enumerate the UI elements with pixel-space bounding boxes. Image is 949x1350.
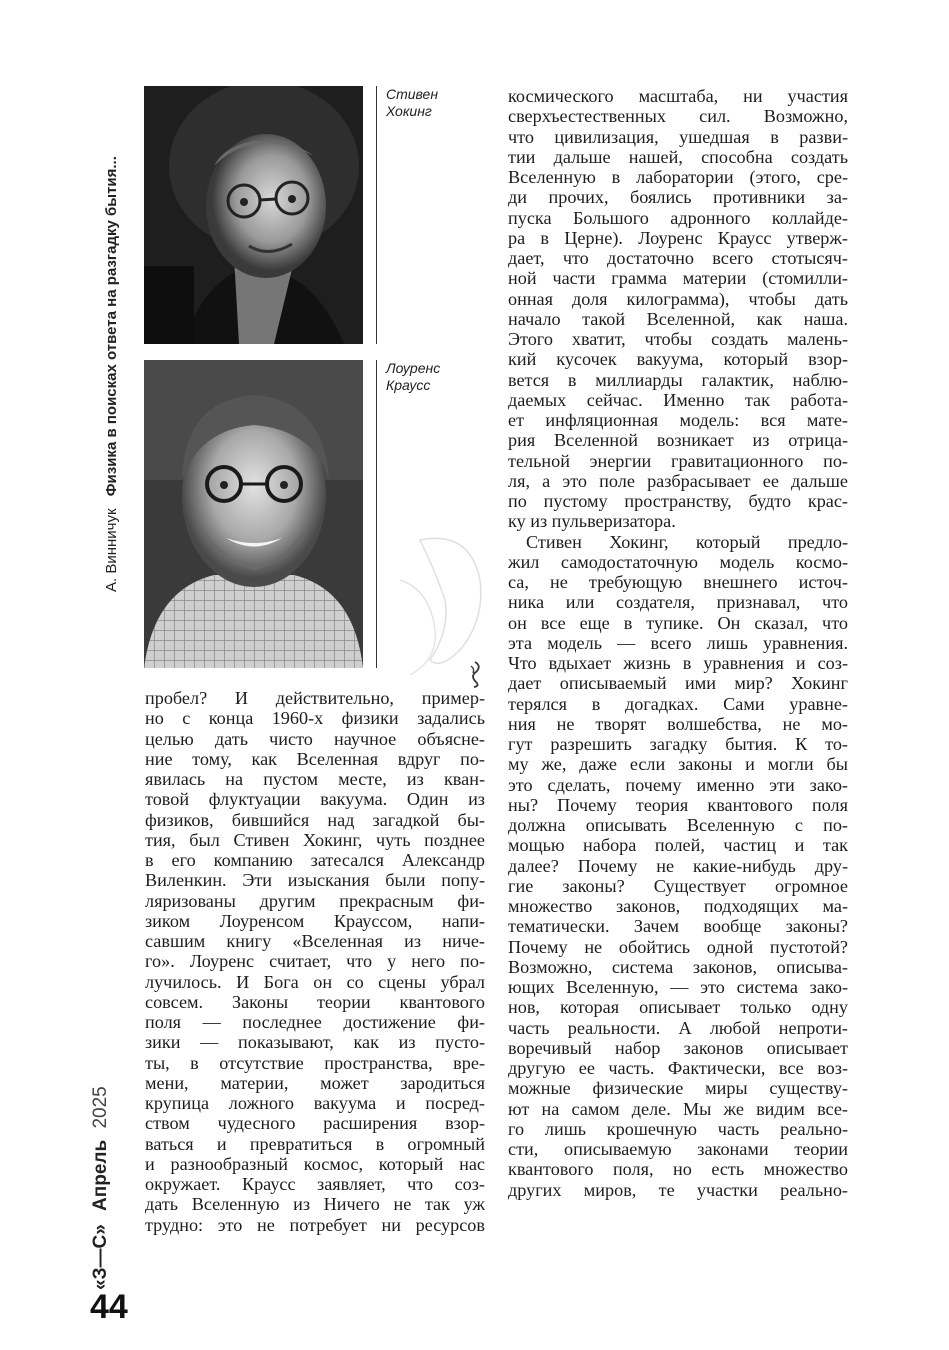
text-line: дает описываемый ими мир? Хокинг: [508, 673, 848, 694]
portrait-hawking-image: [144, 86, 363, 344]
text-line: воречивый набор законов описывает: [508, 1037, 848, 1058]
text-line: жил самодостаточную модель космо-: [508, 551, 848, 572]
text-line: по пустому пространству, будто крас-: [508, 491, 848, 511]
caption-hawking: [386, 86, 496, 120]
left-column: [145, 688, 485, 1235]
caption-rule-hawking: [376, 86, 377, 344]
text-line: Вселенную в лаборатории (этого, сре-: [508, 167, 848, 187]
text-line: крупица ложного вакуума и посред-: [145, 1093, 485, 1113]
text-line: го лишь крошечную часть реально-: [508, 1118, 848, 1139]
text-line: Возможно, система законов, описыва-: [508, 956, 848, 977]
text-line: космического масштаба, ни участия: [508, 86, 848, 106]
text-line: это сделать, почему именно эти зако-: [508, 774, 848, 795]
caption-hawking-line-2: Хокинг: [386, 103, 432, 119]
text-line: совсем. Законы теории квантового: [145, 991, 485, 1012]
journal-month: Апрель: [90, 1139, 111, 1211]
text-line: лучилось. И Бога он со сцены убрал: [145, 971, 485, 992]
caption-krauss: [386, 360, 496, 394]
journal-mark: [90, 1086, 112, 1290]
text-line: ра в Церне). Лоуренс Краусс утверж-: [508, 227, 848, 248]
text-line: зики — показывают, как из пусто-: [145, 1032, 485, 1053]
text-line: ют на самом деле. Мы же видим все-: [508, 1098, 848, 1119]
journal-year: 2025: [90, 1086, 111, 1129]
text-line: онная доля килограмма), чтобы дать: [508, 288, 848, 309]
running-header: [103, 156, 120, 592]
ornament-icon: [462, 660, 488, 688]
text-line: множество законов, подходящих ма-: [508, 896, 848, 916]
text-line: ством чудесного расширения взор-: [145, 1113, 485, 1134]
caption-krauss-line-2: Краусс: [386, 377, 431, 393]
text-line: ние тому, как Вселенная вдруг по-: [145, 748, 485, 769]
photo-krauss: [144, 360, 363, 668]
caption-rule-krauss: [376, 360, 377, 668]
text-line: и разнообразный космос, который нас: [145, 1153, 485, 1174]
text-line: в его компанию затесался Александр: [145, 850, 485, 870]
text-line: целью дать чисто научное объясне-: [145, 728, 485, 749]
text-line: другую ее часть. Фактически, все воз-: [508, 1058, 848, 1078]
caption-krauss-line-1: Лоуренс: [386, 360, 441, 376]
text-line: зиком Лоуренсом Крауссом, напи-: [145, 910, 485, 931]
text-line: сверхъестественных сил. Возможно,: [508, 106, 848, 127]
article-author: А. Винничук: [103, 508, 120, 592]
watermark-figure: [380, 520, 510, 680]
text-line: сти, описываемую законами теории: [508, 1139, 848, 1159]
text-line: ны? Почему теория квантового поля: [508, 794, 848, 815]
text-line: даемых сейчас. Именно так работа-: [508, 389, 848, 410]
text-line: эта модель — всего лишь уравнения.: [508, 632, 848, 653]
article-title: Физика в поисках ответа на разгадку бытия...: [103, 156, 120, 497]
text-line: тематически. Зачем вообще законы?: [508, 916, 848, 937]
text-line: нов, которая описывает только одну: [508, 997, 848, 1018]
text-line: терялся в догадках. Сами уравне-: [508, 693, 848, 714]
text-line: пробел? И действительно, пример-: [145, 688, 485, 708]
text-line: часть реальности. А любой непроти-: [508, 1017, 848, 1038]
portrait-krauss-image: [144, 360, 363, 668]
text-line: он все еще в тупике. Он сказал, что: [508, 612, 848, 633]
text-line: мощью набора полей, частиц и так: [508, 835, 848, 856]
photo-hawking: [144, 86, 363, 344]
text-line: можные физические миры существу-: [508, 1078, 848, 1099]
text-line: мени, материи, может зародиться: [145, 1072, 485, 1093]
text-line: гие законы? Существует огромное: [508, 875, 848, 896]
text-line: что цивилизация, ушедшая в разви-: [508, 126, 848, 147]
text-line: тии дальше нашей, способна создать: [508, 146, 848, 167]
text-line: ля, а это поле разбрасывает ее дальше: [508, 470, 848, 491]
text-line: го». Лоуренс считает, что у него по-: [145, 951, 485, 972]
text-line: кий кусочек вакуума, который взор-: [508, 349, 848, 370]
text-line: гут разрешить загадку бытия. К то-: [508, 734, 848, 754]
text-line: Виленкин. Эти изыскания были попу-: [145, 870, 485, 891]
text-line: Почему не обойтись одной пустотой?: [508, 936, 848, 957]
text-line: ника или создателя, признавал, что: [508, 592, 848, 613]
text-line: савшим книгу «Вселенная из ниче-: [145, 931, 485, 951]
text-line: ди прочих, боялись противники за-: [508, 187, 848, 208]
text-line: начало такой Вселенной, как наша.: [508, 308, 848, 329]
text-line: поля — последнее достижение фи-: [145, 1012, 485, 1032]
text-line: ку из пульверизатора.: [508, 511, 676, 532]
page-number: 44: [90, 1288, 128, 1326]
text-line: дает, что достаточно всего стотысяч-: [508, 248, 848, 268]
text-line: ты, в отсутствие пространства, вре-: [145, 1052, 485, 1073]
text-line: дать Вселенную из Ничего не так уж: [145, 1194, 485, 1215]
text-line: пуска Большого адронного коллайде-: [508, 207, 848, 228]
text-line: но с конца 1960-х физики задались: [145, 708, 485, 729]
text-line: Стивен Хокинг, который предло-: [526, 531, 848, 552]
text-line: окружает. Краусс заявляет, что соз-: [145, 1174, 485, 1194]
text-line: тия, был Стивен Хокинг, чуть позднее: [145, 829, 485, 850]
text-line: ляризованы другим прекрасным фи-: [145, 890, 485, 911]
right-column: [508, 86, 848, 1200]
text-line: физиков, бившийся над загадкой бы-: [145, 809, 485, 830]
text-line: трудно: это не потребует ни ресурсов: [145, 1214, 485, 1235]
text-line: далее? Почему не какие-нибудь дру-: [508, 855, 848, 876]
text-line: му же, даже если законы и могли бы: [508, 754, 848, 775]
text-line: ния не творят волшебства, не мо-: [508, 713, 848, 734]
text-line: ет инфляционная модель: вся мате-: [508, 410, 848, 430]
text-line: ваться и превратиться в огромный: [145, 1133, 485, 1154]
text-line: Что вдыхает жизнь в уравнения и соз-: [508, 653, 848, 673]
text-line: са, не требующую внешнего источ-: [508, 572, 848, 592]
text-line: рия Вселенной возникает из отрица-: [508, 430, 848, 451]
text-line: Этого хватит, чтобы создать малень-: [508, 329, 848, 349]
text-line: тельной энергии гравитационного по-: [508, 450, 848, 471]
text-line: ющих Вселенную, — это система зако-: [508, 977, 848, 997]
text-line: других миров, те участки реально-: [508, 1179, 848, 1200]
text-line: явилась на пустом месте, из кван-: [145, 769, 485, 789]
text-line: вется в миллиарды галактик, наблю-: [508, 369, 848, 390]
text-line: квантового поля, но есть множество: [508, 1159, 848, 1180]
text-line: должна описывать Вселенную с по-: [508, 815, 848, 835]
journal-name: «З—С»: [90, 1224, 111, 1290]
text-line: товой флуктуации вакуума. Один из: [145, 789, 485, 810]
text-line: ной части грамма материи (стомилли-: [508, 268, 848, 289]
caption-hawking-line-1: Стивен: [386, 86, 439, 102]
